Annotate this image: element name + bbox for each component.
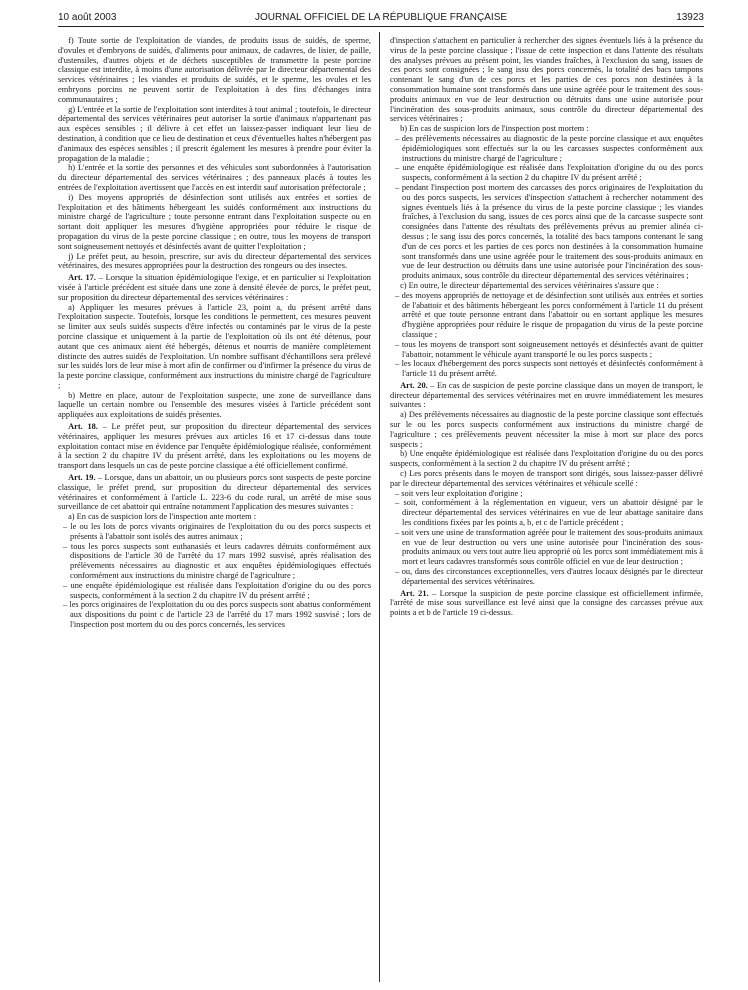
list-item: – le ou les lots de porcs vivants originaires de l'exploitation du ou des porcs suspects et présents à l'abattoir sont isolés des autres animaux ; <box>58 522 371 542</box>
paragraph-f: f) Toute sortie de l'exploitation de viandes, de produits issus de suidés, de sperme, d'ovules et d'embryons de suidés, d'aliments pour animaux, de cadavres, de lisier, de paille, d'ustensiles, d'autres objets et de déchets susceptibles de transmettre la peste porcine classique est interdite, à moins d'une autorisation délivrée par le directeur départemental des services vétérinaires ; les viandes et produits de suidés, et le sperme, les ovules et les embryons porcins ne peuvent sortir de l'exploitation à des fins d'échanges intra communautaires ; <box>58 36 371 104</box>
article-21-text: – Lorsque la suspicion de peste porcine classique est officiellement infirmée, l'arrêté de mise sous surveillance est levé ainsi que la consigne des carcasses prévue aux points a et b de l'article 19 ci-dessus. <box>390 588 703 618</box>
left-column <box>58 36 371 986</box>
article-18-text: – Le préfet peut, sur proposition du directeur départemental des services vétérinaires, appliquer les mesures prévues aux articles 16 et 17 ci-dessus dans toute exploitation contact mise en évidence par l'enquête épidémiologique réalisée, conformément à la section 2 du chapitre IV du présent arrêté, dans les exploitations ou les moyens de transport dans lesquels un cas de peste porcine classique a été officiellement confirmé. <box>58 422 371 471</box>
article-21-label: Art. 21. <box>400 588 429 598</box>
article-20-text: – En cas de suspicion de peste porcine classique dans un moyen de transport, le directeur départemental des services vétérinaires met en œuvre immédiatement les mesures suivantes : <box>390 380 703 410</box>
article-19-c-list <box>390 291 703 379</box>
article-19-b: b) En cas de suspicion lors de l'inspection post mortem : <box>400 124 589 134</box>
article-21 <box>390 589 703 618</box>
paragraph-i: i) Des moyens appropriés de désinfection sont utilisés aux entrées et sorties de l'exploitation et des bâtiments hébergeant les suidés conformément aux instructions du ministre chargé de l'agriculture ; toute personne entrant dans l'exploitation suspecte ou en sortant doit appliquer les mesures d'hygiène appropriées pour réduire le risque de propagation du virus de la peste porcine classique ; en outre, tous les moyens de transport sont soigneusement nettoyés et désinfectés avant de quitter l'exploitation ; <box>58 192 371 251</box>
article-19-a-list <box>58 522 371 630</box>
article-17-a: a) Appliquer les mesures prévues à l'article 23, point a, du présent arrêté dans l'exploitation suspecte. Toutefois, lorsque les conditions le permettent, ces mesures peuvent se limiter aux seuls suidés suspects d'être infectés ou contaminés par le virus de la peste porcine classique et uniquement à la partie de l'exploitation où ils ont été détenus, pour autant que ces animaux aient été hébergés, détenus et nourris de manière complètement distincte des autres suidés de l'exploitation. Un nombre suffisant d'échantillons sera prélevé sur les suidés lors de leur mise à mort afin de confirmer ou d'infirmer la présence du virus de la peste porcine classique, conformément aux instructions du ministre chargé de l'agriculture ; <box>58 302 371 390</box>
article-20 <box>390 381 703 410</box>
article-19-b-list <box>390 134 703 281</box>
list-item: – soit vers leur exploitation d'origine ; <box>390 489 703 499</box>
page-number: 13923 <box>676 12 704 23</box>
list-item: – des prélèvements nécessaires au diagnostic de la peste porcine classique et aux enquêtes épidémiologiques sont effectués sur la ou les carcasses suspectes conformément aux instructions du ministre chargé de l'agriculture ; <box>390 134 703 163</box>
continued-paragraph: d'inspection s'attachent en particulier à rechercher des signes éventuels liés à la présence du virus de la peste porcine classique ; l'issue de cette inspection et dans l'attente des résultats des analyses prévues au présent point, les viandes fraîches, à l'exclusion du sang, issues de ces porcs sont consignées ; le sang issu des porcs concernés, la totalité des bacs tampons contenant le sang d'un de ces porcs et les parties de ces porcs non destinées à la consommation humaine sont transformés dans une usine agréée pour le traitement des sous-produits animaux en vue de leur destruction ou détruits dans une usine autorisée pour l'incinération des sous-produits animaux, sous contrôle du directeur départemental des services vétérinaires ; <box>390 36 703 124</box>
article-19-a: a) En cas de suspicion lors de l'inspection ante mortem : <box>68 512 257 522</box>
header-rule <box>58 26 704 27</box>
article-20-label: Art. 20. <box>400 380 428 390</box>
list-item: – tous les porcs suspects sont euthanasiés et leurs cadavres détruits conformément aux dispositions de l'article 30 de l'arrêté du 17 mars 1992 susvisé, après réalisation des prélèvements nécessaires au diagnostic et aux enquêtes épidémiologiques effectués conformément aux instructions du ministre chargé de l'agriculture ; <box>58 542 371 581</box>
article-17-text: – Lorsque la situation épidémiologique l'exige, et en particulier si l'exploitation visée à l'article précédent est située dans une zone à densité élevée de porcs, le préfet peut, sur proposition du directeur départemental des services vétérinaires : <box>58 273 371 302</box>
article-19-label: Art. 19. <box>68 473 96 483</box>
list-item: – ou, dans des circonstances exceptionnelles, vers d'autres locaux désignés par le directeur départemental des services vétérinaires. <box>390 567 703 587</box>
list-item: – les porcs originaires de l'exploitation du ou des porcs suspects sont abattus conformément aux dispositions du point c de l'article 23 de l'arrêté du 17 mars 1992 susvisé ; lors de l'inspection post mortem du ou des porcs concernés, les services <box>58 600 371 629</box>
paragraph-g: g) L'entrée et la sortie de l'exploitation sont interdites à tout animal ; toutefois, le directeur départemental des services vétérinaires peut autoriser la sortie d'animaux n'appartenant pas aux espèces sensibles ; il délivre à cet effet un laissez-passer indiquant leur lieu de destination, à condition que ce lieu de destination et ceux d'éventuelles haltes n'hébergent pas d'animaux des espèces sensibles ; il prescrit également les mesures à prendre pour éviter la propagation de la maladie ; <box>58 104 371 163</box>
article-19 <box>58 473 371 512</box>
article-18-label: Art. 18. <box>68 422 98 432</box>
article-17-label: Art. 17. <box>68 273 96 283</box>
paragraph-j: j) Le préfet peut, au besoin, prescrire, sur avis du directeur départemental des services vétérinaires, des mesures appropriées pour la destruction des rongeurs ou des insectes. <box>58 251 371 271</box>
issue-date: 10 août 2003 <box>58 12 117 23</box>
article-19-text: – Lorsque, dans un abattoir, un ou plusieurs porcs sont suspects de peste porcine classique, le préfet prend, sur proposition du directeur départemental des services vétérinaires et conformément à l'article L. 223-6 du code rural, un arrêté de mise sous surveillance de cet abattoir qui entraîne notamment l'application des mesures suivantes : <box>58 473 371 512</box>
article-20-b: b) Une enquête épidémiologique est réalisée dans l'exploitation d'origine du ou des porcs suspects, conformément à la section 2 du chapitre IV du présent arrêté ; <box>390 449 703 469</box>
list-item: – une enquête épidémiologique est réalisée dans l'exploitation d'origine du ou des porcs suspects, conformément à la section 2 du chapitre IV du présent arrêté ; <box>58 581 371 601</box>
article-19-c: c) En outre, le directeur départemental des services vétérinaires s'assure que : <box>400 280 659 290</box>
article-20-c-list <box>390 489 703 587</box>
right-column <box>390 36 703 986</box>
column-divider <box>379 32 380 982</box>
list-item: – une enquête épidémiologique est réalisée dans l'exploitation d'origine du ou des porcs suspects, conformément à la section 2 du chapitre IV du présent arrêté ; <box>390 163 703 183</box>
article-18 <box>58 422 371 471</box>
article-17 <box>58 273 371 302</box>
list-item: – soit, conformément à la réglementation en vigueur, vers un abattoir désigné par le directeur départemental des services vétérinaires en vue de leur abattage sanitaire dans les conditions fixées par les points a, b, et c de l'article précédent ; <box>390 498 703 527</box>
article-20-a: a) Des prélèvements nécessaires au diagnostic de la peste porcine classique sont effectués sur le ou les porcs suspects conformément aux instructions du ministre chargé de l'agriculture ; ces prélèvements peuvent nécessiter la mise à mort sur place des porcs suspects ; <box>390 410 703 449</box>
list-item: – pendant l'inspection post mortem des carcasses des porcs originaires de l'exploitation du ou des porcs suspects, les services d'inspection s'attachent à rechercher notamment des signes éventuels liés à la présence du virus de la peste porcine classique ; les viandes fraîches, à l'exclusion du sang, issues de ces porcs ainsi que de la carcasse suspecte sont consignées dans l'attente des résultats des prélèvements prévus au premier alinéa ci-dessus ; le sang issu des porcs concernés, la totalité des bacs tampons contenant le sang d'un de ces porcs et les parties de ces porcs non destinées à la consommation humaine sont transformés dans une usine agréée pour le traitement des sous-produits animaux en vue de leur destruction ou détruits dans une usine autorisée pour l'incinération des sous-produits animaux, sous contrôle du directeur départemental des services vétérinaires ; <box>390 183 703 281</box>
list-item: – tous les moyens de transport sont soigneusement nettoyés et désinfectés avant de quitter l'abattoir, notamment le véhicule ayant transporté le ou les porcs suspects ; <box>390 340 703 360</box>
paragraph-h: h) L'entrée et la sortie des personnes et des véhicules sont subordonnées à l'autorisation du directeur départemental des services vétérinaires ; des panneaux placés à toutes les entrées de l'exploitation avertissent que l'accès en est interdit sauf autorisation préfectorale ; <box>58 163 371 192</box>
list-item: – soit vers une usine de transformation agréée pour le traitement des sous-produits animaux en vue de leur destruction ou vers une usine autorisée pour l'incinération des sous-produits animaux ou vers tout autre lieu approprié où les porcs sont immédiatement mis à mort et leurs cadavres transformés sous contrôle officiel en vue de leur destruction ; <box>390 528 703 567</box>
page-header <box>58 8 704 26</box>
article-17-b: b) Mettre en place, autour de l'exploitation suspecte, une zone de surveillance dans laquelle un certain nombre ou l'ensemble des mesures visées à l'article précédent sont appliquées aux exploitations de suidés présentes. <box>58 390 371 420</box>
journal-title: JOURNAL OFFICIEL DE LA RÉPUBLIQUE FRANÇAISE <box>254 12 508 23</box>
list-item: – les locaux d'hébergement des porcs suspects sont nettoyés et désinfectés conformément à l'article 11 du présent arrêté. <box>390 359 703 379</box>
article-20-c: c) Les porcs présents dans le moyen de transport sont dirigés, sous laissez-passer délivré par le directeur départemental des services vétérinaires et véhicule scellé : <box>390 469 703 488</box>
list-item: – des moyens appropriés de nettoyage et de désinfection sont utilisés aux entrées et sorties de l'abattoir et des bâtiments hébergeant les porcs conformément à l'article 11 du présent arrêté et que toute personne entrant dans l'abattoir ou en sortant applique les mesures d'hygiène appropriées pour réduire le risque de propagation du virus de la peste porcine classique ; <box>390 291 703 340</box>
